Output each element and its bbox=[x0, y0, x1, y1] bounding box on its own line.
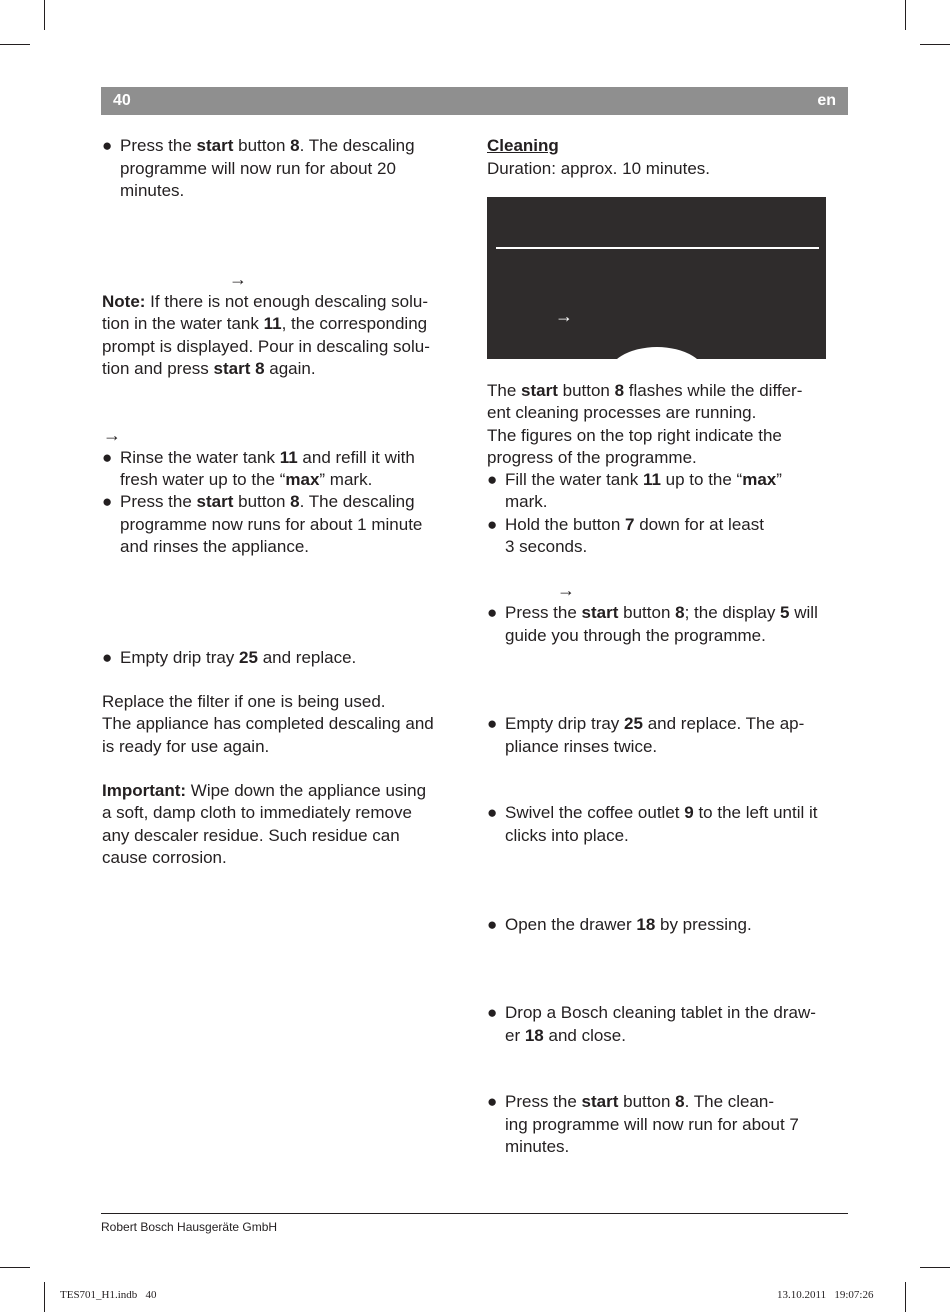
text-line: progress of the programme. bbox=[487, 448, 697, 467]
bold-term: 8 bbox=[614, 381, 625, 400]
text-line: The start button 8 flashes while the differ- bbox=[487, 381, 803, 400]
bold-term: 8 bbox=[675, 1092, 685, 1111]
bullet: ● bbox=[102, 492, 113, 511]
list-item-text: Press the start button 8. The descaling bbox=[120, 136, 415, 155]
right-arrow-icon: → bbox=[103, 425, 121, 445]
important-paragraph-line: any descaler residue. Such residue can bbox=[102, 826, 400, 845]
bullet: ● bbox=[487, 1092, 498, 1111]
bold-term: Important: bbox=[102, 781, 187, 800]
text-line: and rinses the appliance. bbox=[120, 537, 310, 556]
note-paragraph-line: Note: If there is not enough descaling solu- bbox=[102, 292, 429, 311]
right-arrow-icon: → bbox=[555, 306, 573, 326]
text-line: ent cleaning processes are running. bbox=[487, 403, 757, 422]
text-line: guide you through the programme. bbox=[505, 626, 766, 645]
bold-term: start bbox=[521, 381, 558, 400]
display-knob bbox=[607, 347, 707, 359]
display-divider bbox=[496, 247, 819, 249]
list-item-text: Swivel the coffee outlet 9 to the left until it bbox=[505, 803, 818, 822]
important-paragraph-line: Important: Wipe down the appliance using bbox=[102, 781, 427, 800]
bullet: ● bbox=[102, 136, 113, 155]
display-illustration bbox=[487, 197, 826, 359]
list-item-text: Empty drip tray 25 and replace. The ap- bbox=[505, 714, 805, 733]
bold-term: start bbox=[581, 1092, 619, 1111]
bullet: ● bbox=[487, 515, 498, 534]
bold-term: start bbox=[196, 136, 234, 155]
bold-term: 8 bbox=[290, 492, 300, 511]
list-item-text: Press the start button 8. The clean- bbox=[505, 1092, 775, 1111]
bold-term: start bbox=[196, 492, 234, 511]
bold-term: 25 bbox=[624, 714, 643, 733]
bullet: ● bbox=[102, 648, 113, 667]
text-line: minutes. bbox=[120, 181, 185, 200]
note-paragraph-line: tion in the water tank 11, the corresponding bbox=[102, 314, 428, 333]
crop-mark bbox=[905, 1282, 906, 1312]
bold-term: 11 bbox=[642, 470, 661, 489]
bullet: ● bbox=[487, 803, 498, 822]
list-item-text: Hold the button 7 down for at least bbox=[505, 515, 764, 534]
important-paragraph-line: cause corrosion. bbox=[102, 848, 227, 867]
list-item-text: Drop a Bosch cleaning tablet in the draw- bbox=[505, 1003, 816, 1022]
bold-term: 11 bbox=[279, 448, 298, 467]
bold-term: max bbox=[742, 470, 777, 489]
list-item-text: Press the start button 8. The descaling bbox=[120, 492, 415, 511]
text-line: ing programme will now run for about 7 bbox=[505, 1115, 799, 1134]
text-line: Replace the filter if one is being used. bbox=[102, 692, 386, 711]
text-line: The figures on the top right indicate the bbox=[487, 426, 782, 445]
crop-mark bbox=[905, 0, 906, 30]
text-line: minutes. bbox=[505, 1137, 570, 1156]
bold-term: start 8 bbox=[213, 359, 265, 378]
bold-term: Note: bbox=[102, 292, 146, 311]
bullet: ● bbox=[102, 448, 113, 467]
print-slug-date: 13.10.2011 19:07:26 bbox=[777, 1289, 874, 1301]
crop-mark bbox=[44, 0, 45, 30]
bullet: ● bbox=[487, 470, 498, 489]
text-line: clicks into place. bbox=[505, 826, 629, 845]
text-line: fresh water up to the “max” mark. bbox=[120, 470, 373, 489]
list-item-text: Open the drawer 18 by pressing. bbox=[505, 915, 752, 934]
list-item-text: Rinse the water tank 11 and refill it with bbox=[120, 448, 415, 467]
crop-mark bbox=[44, 1282, 45, 1312]
right-arrow-icon: → bbox=[229, 269, 247, 289]
list-item-text: Empty drip tray 25 and replace. bbox=[120, 648, 357, 667]
language-code: en bbox=[817, 92, 836, 109]
bold-term: 8 bbox=[290, 136, 300, 155]
bold-term: 7 bbox=[625, 515, 635, 534]
footer-rule bbox=[101, 1213, 848, 1214]
list-item-text: Press the start button 8; the display 5 will bbox=[505, 603, 818, 622]
page-number: 40 bbox=[113, 92, 131, 109]
bold-term: 5 bbox=[780, 603, 790, 622]
important-paragraph-line: a soft, damp cloth to immediately remove bbox=[102, 803, 412, 822]
note-paragraph-line: prompt is displayed. Pour in descaling solu- bbox=[102, 337, 430, 356]
text-line: The appliance has completed descaling and bbox=[102, 714, 434, 733]
bold-term: 18 bbox=[636, 915, 656, 934]
bold-term: 9 bbox=[684, 803, 694, 822]
text-line: programme now runs for about 1 minute bbox=[120, 515, 423, 534]
text-line: er 18 and close. bbox=[505, 1026, 626, 1045]
right-arrow-icon: → bbox=[557, 580, 575, 600]
bold-term: 25 bbox=[239, 648, 258, 667]
text-line: Duration: approx. 10 minutes. bbox=[487, 159, 711, 178]
text-line: mark. bbox=[505, 492, 548, 511]
bold-term: max bbox=[285, 470, 320, 489]
print-slug-file: TES701_H1.indb 40 bbox=[60, 1289, 157, 1301]
bold-term: 18 bbox=[524, 1026, 544, 1045]
text-line: 3 seconds. bbox=[505, 537, 588, 556]
crop-mark bbox=[0, 44, 30, 45]
page-header-bar bbox=[101, 87, 848, 115]
crop-mark bbox=[0, 1267, 30, 1268]
list-item-text: Fill the water tank 11 up to the “max” bbox=[505, 470, 782, 489]
text-line: is ready for use again. bbox=[102, 737, 270, 756]
text-line: programme will now run for about 20 bbox=[120, 159, 396, 178]
crop-mark bbox=[920, 1267, 950, 1268]
text-line: pliance rinses twice. bbox=[505, 737, 658, 756]
bold-term: 11 bbox=[263, 314, 282, 333]
crop-mark bbox=[920, 44, 950, 45]
note-paragraph-line: tion and press start 8 again. bbox=[102, 359, 316, 378]
bullet: ● bbox=[487, 714, 498, 733]
bullet: ● bbox=[487, 1003, 498, 1022]
section-heading: Cleaning bbox=[487, 136, 559, 155]
bold-term: 8 bbox=[675, 603, 685, 622]
bold-term: start bbox=[581, 603, 619, 622]
bullet: ● bbox=[487, 915, 498, 934]
footer-company: Robert Bosch Hausgeräte GmbH bbox=[101, 1220, 278, 1234]
bullet: ● bbox=[487, 603, 498, 622]
